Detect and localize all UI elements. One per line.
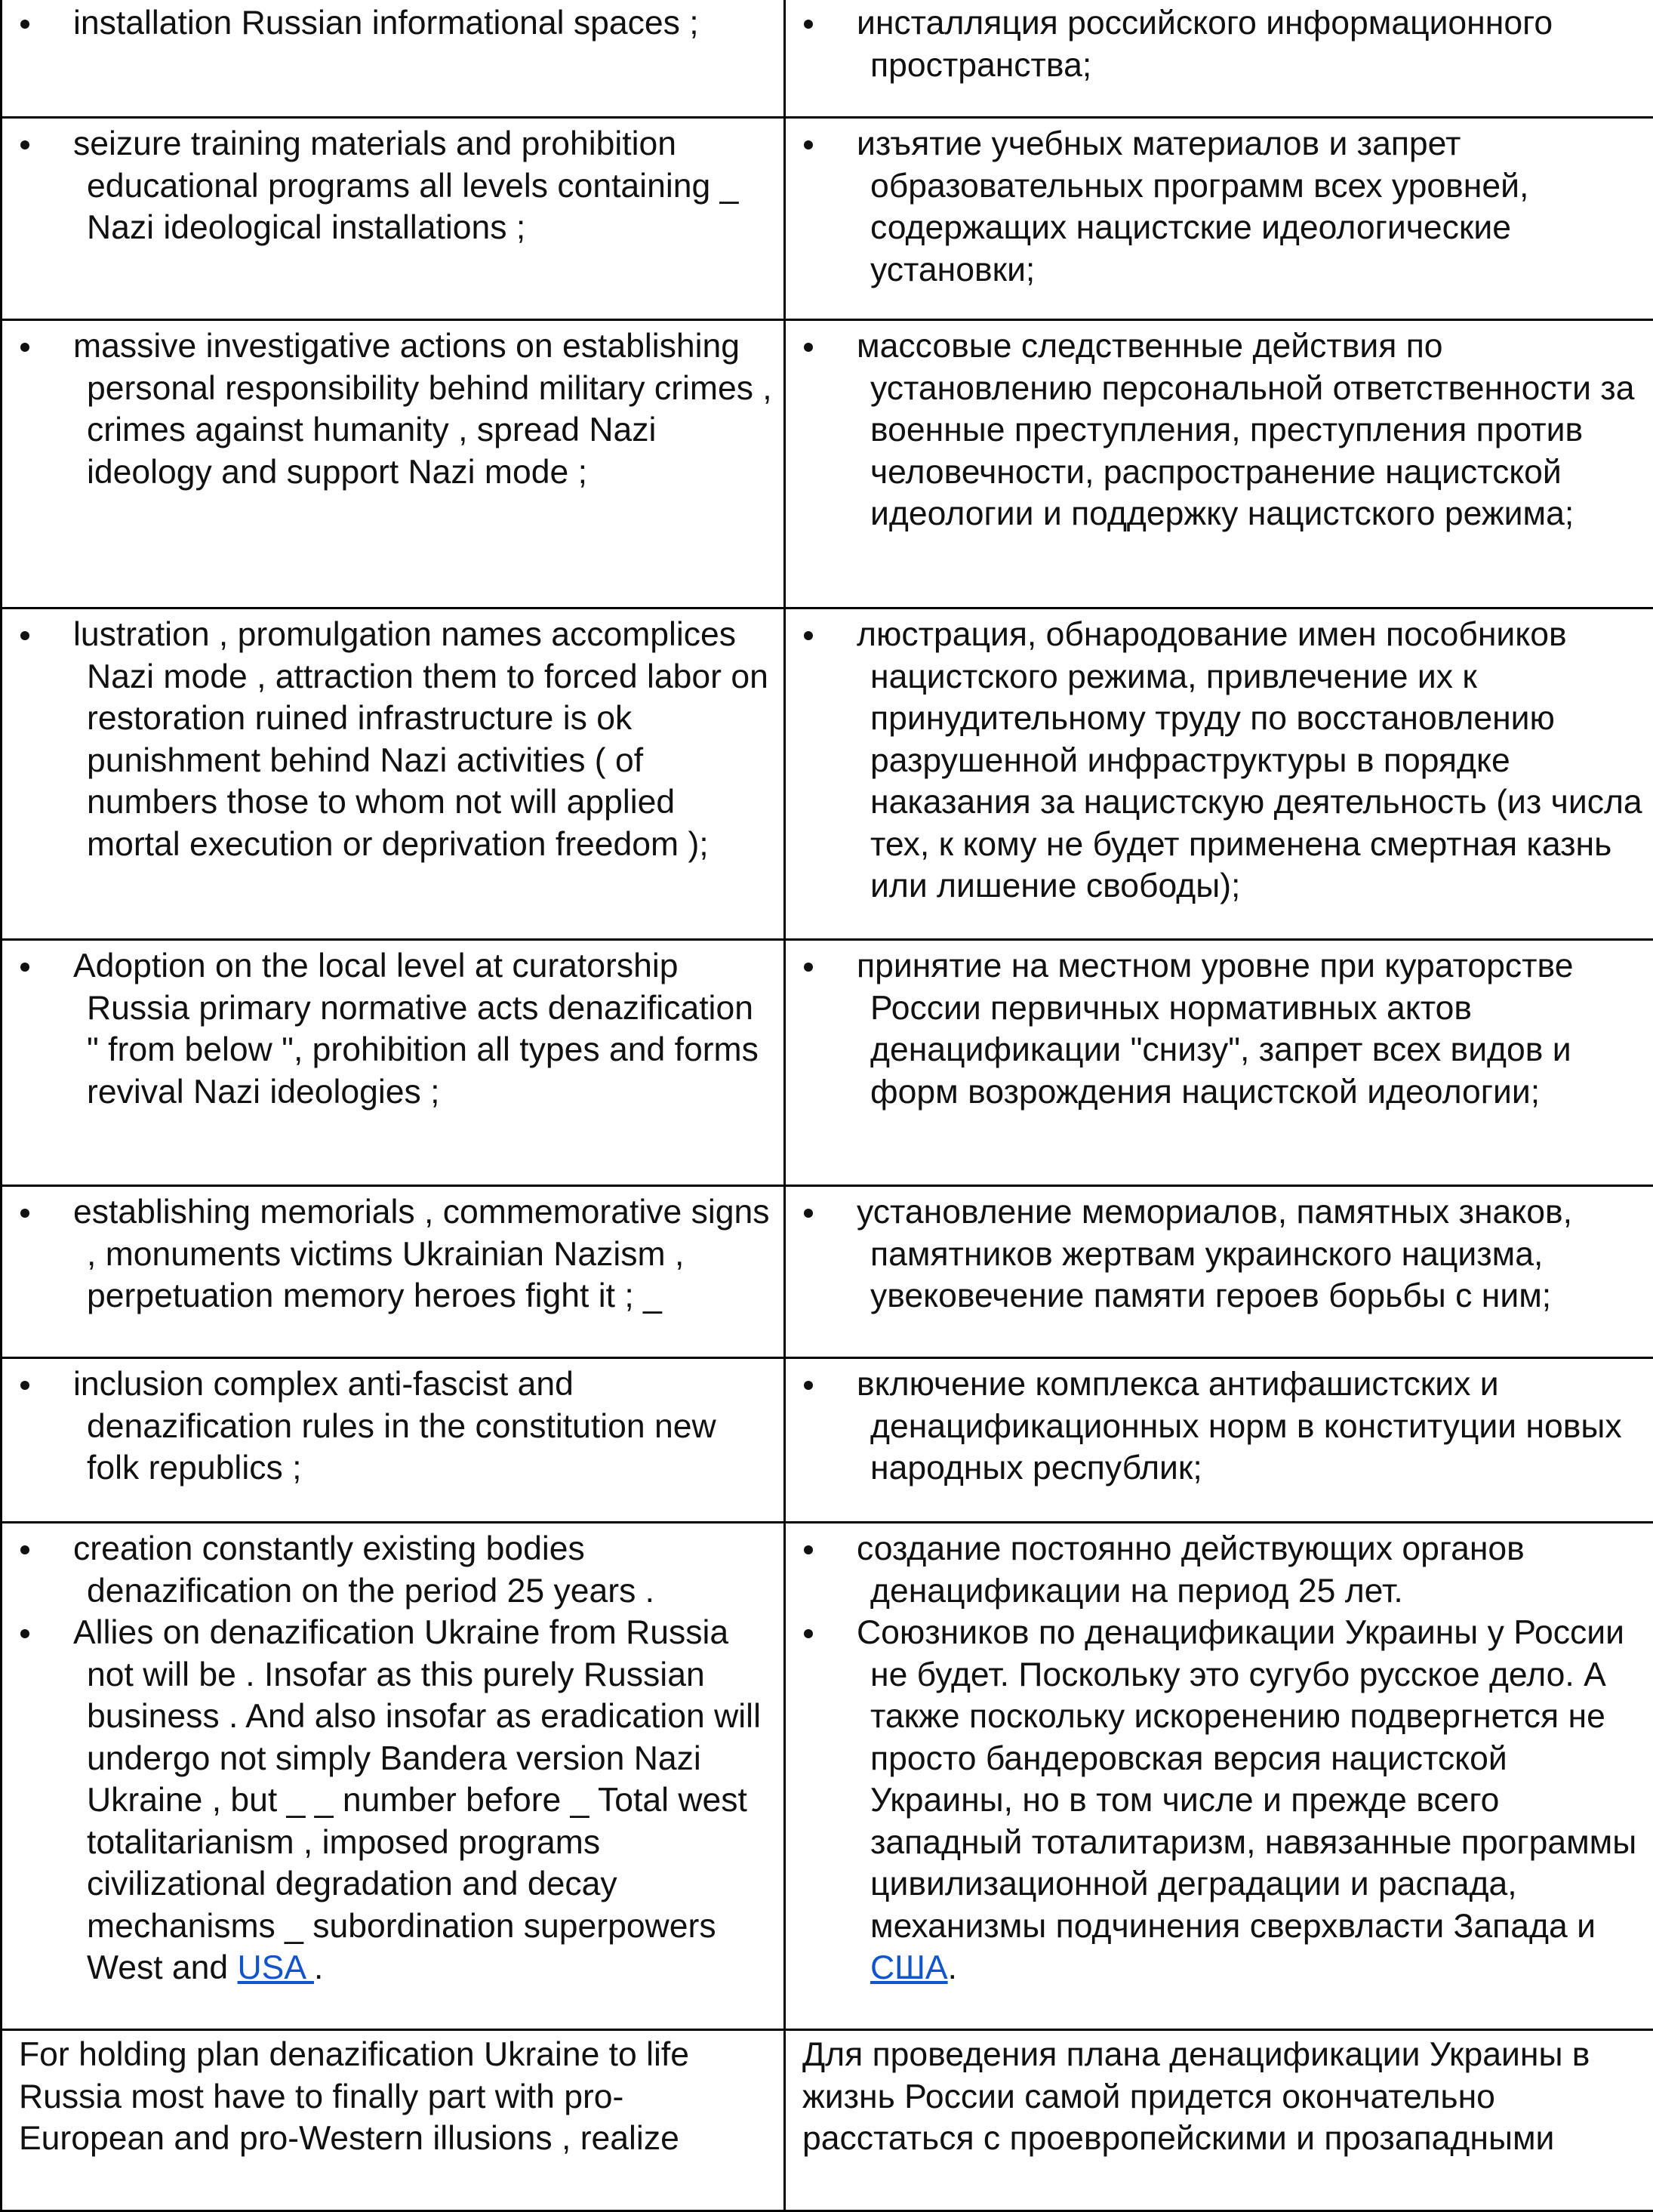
item-text: инсталляция российского информационного пространства; (857, 5, 1553, 84)
period-text: . (948, 1949, 957, 1986)
item-text: принятие на местном уровне при кураторстве России первичных нормативных актов денацификации "снизу", запрет всех видов и форм возрождения нацистской идеологии; (857, 947, 1573, 1111)
list-item (793, 2, 1648, 86)
bullet-icon (804, 140, 813, 149)
item-text: massive investigative actions on establishing personal responsibility behind military crimes , crimes against humanity , spread Nazi ideology and support Nazi mode ; (73, 328, 772, 491)
list-item (793, 1363, 1648, 1490)
table-row (2, 0, 1653, 118)
bullet-list (786, 1359, 1653, 1494)
bullet-list (2, 609, 783, 870)
russian-cell (785, 1186, 1653, 1358)
item-text: installation Russian informational spaces ; (73, 5, 699, 42)
bullet-list (786, 609, 1653, 912)
bullet-icon (20, 20, 29, 29)
english-cell (2, 2030, 785, 2211)
bullet-icon (804, 343, 813, 352)
list-item (10, 1528, 774, 1612)
table-row (2, 1523, 1653, 2030)
english-cell (2, 320, 785, 608)
bullet-icon (20, 1629, 29, 1638)
bullet-icon (804, 1209, 813, 1218)
russian-cell (785, 2030, 1653, 2211)
bullet-list (786, 119, 1653, 295)
item-text: seizure training materials and prohibition educational programs all levels containing _ Nazi ideological installations ; (73, 125, 738, 246)
list-item (10, 1363, 774, 1490)
usa-link[interactable]: США (870, 1949, 948, 1986)
bullet-list (2, 941, 783, 1117)
item-text: массовые следственные действия по установлению персональной ответственности за военные преступления, преступления против человечности, распространение нацистской идеологии и поддержку нацистского режима; (857, 328, 1634, 532)
table-row (2, 320, 1653, 608)
item-text: включение комплекса антифашистских и денацификационных норм в конституции новых народных республик; (857, 1366, 1622, 1486)
english-cell (2, 1186, 785, 1358)
bullet-list (2, 0, 783, 49)
bullet-list (786, 941, 1653, 1117)
list-item (10, 945, 774, 1113)
list-item (10, 325, 774, 493)
bullet-icon (20, 343, 29, 352)
item-text: Adoption on the local level at curatorship Russia primary normative acts denazification " from below ", prohibition all types and forms revival Nazi ideologies ; (73, 947, 759, 1111)
bullet-icon (20, 1209, 29, 1218)
russian-cell (785, 0, 1653, 118)
list-item (793, 614, 1648, 907)
list-item (10, 2, 774, 45)
table-row (2, 608, 1653, 940)
english-cell (2, 1358, 785, 1523)
bullet-icon (804, 963, 813, 972)
usa-link[interactable]: USA (238, 1949, 314, 1986)
bullet-icon (20, 140, 29, 149)
bullet-list (2, 1187, 783, 1322)
table-row (2, 2030, 1653, 2211)
paragraph: Для проведения плана денацификации Украины в жизнь России самой придется окончательно расстаться с проевропейскими и прозападными (786, 2031, 1653, 2163)
table-row (2, 118, 1653, 320)
bullet-icon (20, 963, 29, 972)
bullet-icon (804, 631, 813, 640)
table-row (2, 940, 1653, 1186)
item-text: Союзников по денацификации Украины у России не будет. Поскольку это сугубо русское дело. А также поскольку искоренению подвергнется не просто бандеровская версия нацистской Украины, но в том числе и прежде всего западный тоталитаризм, навязанные программы цивилизационной деградации и распада, механизмы подчинения сверхвласти Запада и (857, 1614, 1636, 1945)
bullet-list (2, 321, 783, 498)
item-text: люстрация, обнародование имен пособников нацистского режима, привлечение их к принудительному труду по восстановлению разрушенной инфраструктуры в порядке наказания за нацистскую деятельность (из числа тех, к кому не будет применена смертная казнь или лишение свободы); (857, 616, 1642, 904)
period-text: . (314, 1949, 323, 1986)
bullet-list (786, 0, 1653, 91)
english-cell (2, 940, 785, 1186)
bullet-list (786, 321, 1653, 540)
item-text: establishing memorials , commemorative signs , monuments victims Ukrainian Nazism , perpetuation memory heroes fight it ; _ (73, 1194, 769, 1314)
bullet-icon (20, 1545, 29, 1554)
bullet-list (2, 119, 783, 254)
list-item (10, 614, 774, 865)
english-cell (2, 118, 785, 320)
russian-cell (785, 1523, 1653, 2030)
russian-cell (785, 1358, 1653, 1523)
bullet-icon (804, 1545, 813, 1554)
bullet-icon (20, 631, 29, 640)
paragraph: For holding plan denazification Ukraine to life Russia most have to finally part with pro-European and pro-Western illusions , realize (2, 2031, 783, 2163)
list-item (793, 1528, 1648, 1612)
list-item (10, 1612, 774, 1989)
bullet-list (2, 1523, 783, 1994)
item-text: inclusion complex anti-fascist and denazification rules in the constitution new folk republics ; (73, 1366, 716, 1486)
list-item (793, 123, 1648, 291)
list-item (10, 1191, 774, 1317)
list-item (793, 1612, 1648, 1989)
item-text: изъятие учебных материалов и запрет образовательных программ всех уровней, содержащих нацистские идеологические установки; (857, 125, 1528, 288)
table-row (2, 1186, 1653, 1358)
item-text: lustration , promulgation names accomplices Nazi mode , attraction them to forced labor on restoration ruined infrastructure is ok punishment behind Nazi activities ( of numbers those to whom not will applied mortal execution or deprivation freedom ); (73, 616, 768, 863)
table-row (2, 1358, 1653, 1523)
russian-cell (785, 118, 1653, 320)
list-item (793, 945, 1648, 1113)
bullet-icon (804, 20, 813, 29)
russian-cell (785, 320, 1653, 608)
list-item (10, 123, 774, 249)
item-text: создание постоянно действующих органов денацификации на период 25 лет. (857, 1530, 1525, 1610)
english-cell (2, 608, 785, 940)
bullet-icon (804, 1629, 813, 1638)
item-text: установление мемориалов, памятных знаков, памятников жертвам украинского нацизма, увековечение памяти героев борьбы с ним; (857, 1194, 1572, 1314)
bullet-icon (20, 1381, 29, 1390)
item-text: creation constantly existing bodies denazification on the period 25 years . (73, 1530, 654, 1610)
bullet-icon (804, 1381, 813, 1390)
bullet-list (786, 1523, 1653, 1994)
english-cell (2, 1523, 785, 2030)
list-item (793, 1191, 1648, 1317)
russian-cell (785, 608, 1653, 940)
list-item (793, 325, 1648, 535)
russian-cell (785, 940, 1653, 1186)
english-cell (2, 0, 785, 118)
bullet-list (2, 1359, 783, 1494)
bullet-list (786, 1187, 1653, 1322)
item-text: Allies on denazification Ukraine from Russia not will be . Insofar as this purely Russian business . And also insofar as eradication will undergo not simply Bandera version Nazi Ukraine , but _ _ number before _ Total west totalitarianism , imposed programs civilizational degradation and decay mechanisms _ subordination superpowers West and (73, 1614, 761, 1986)
